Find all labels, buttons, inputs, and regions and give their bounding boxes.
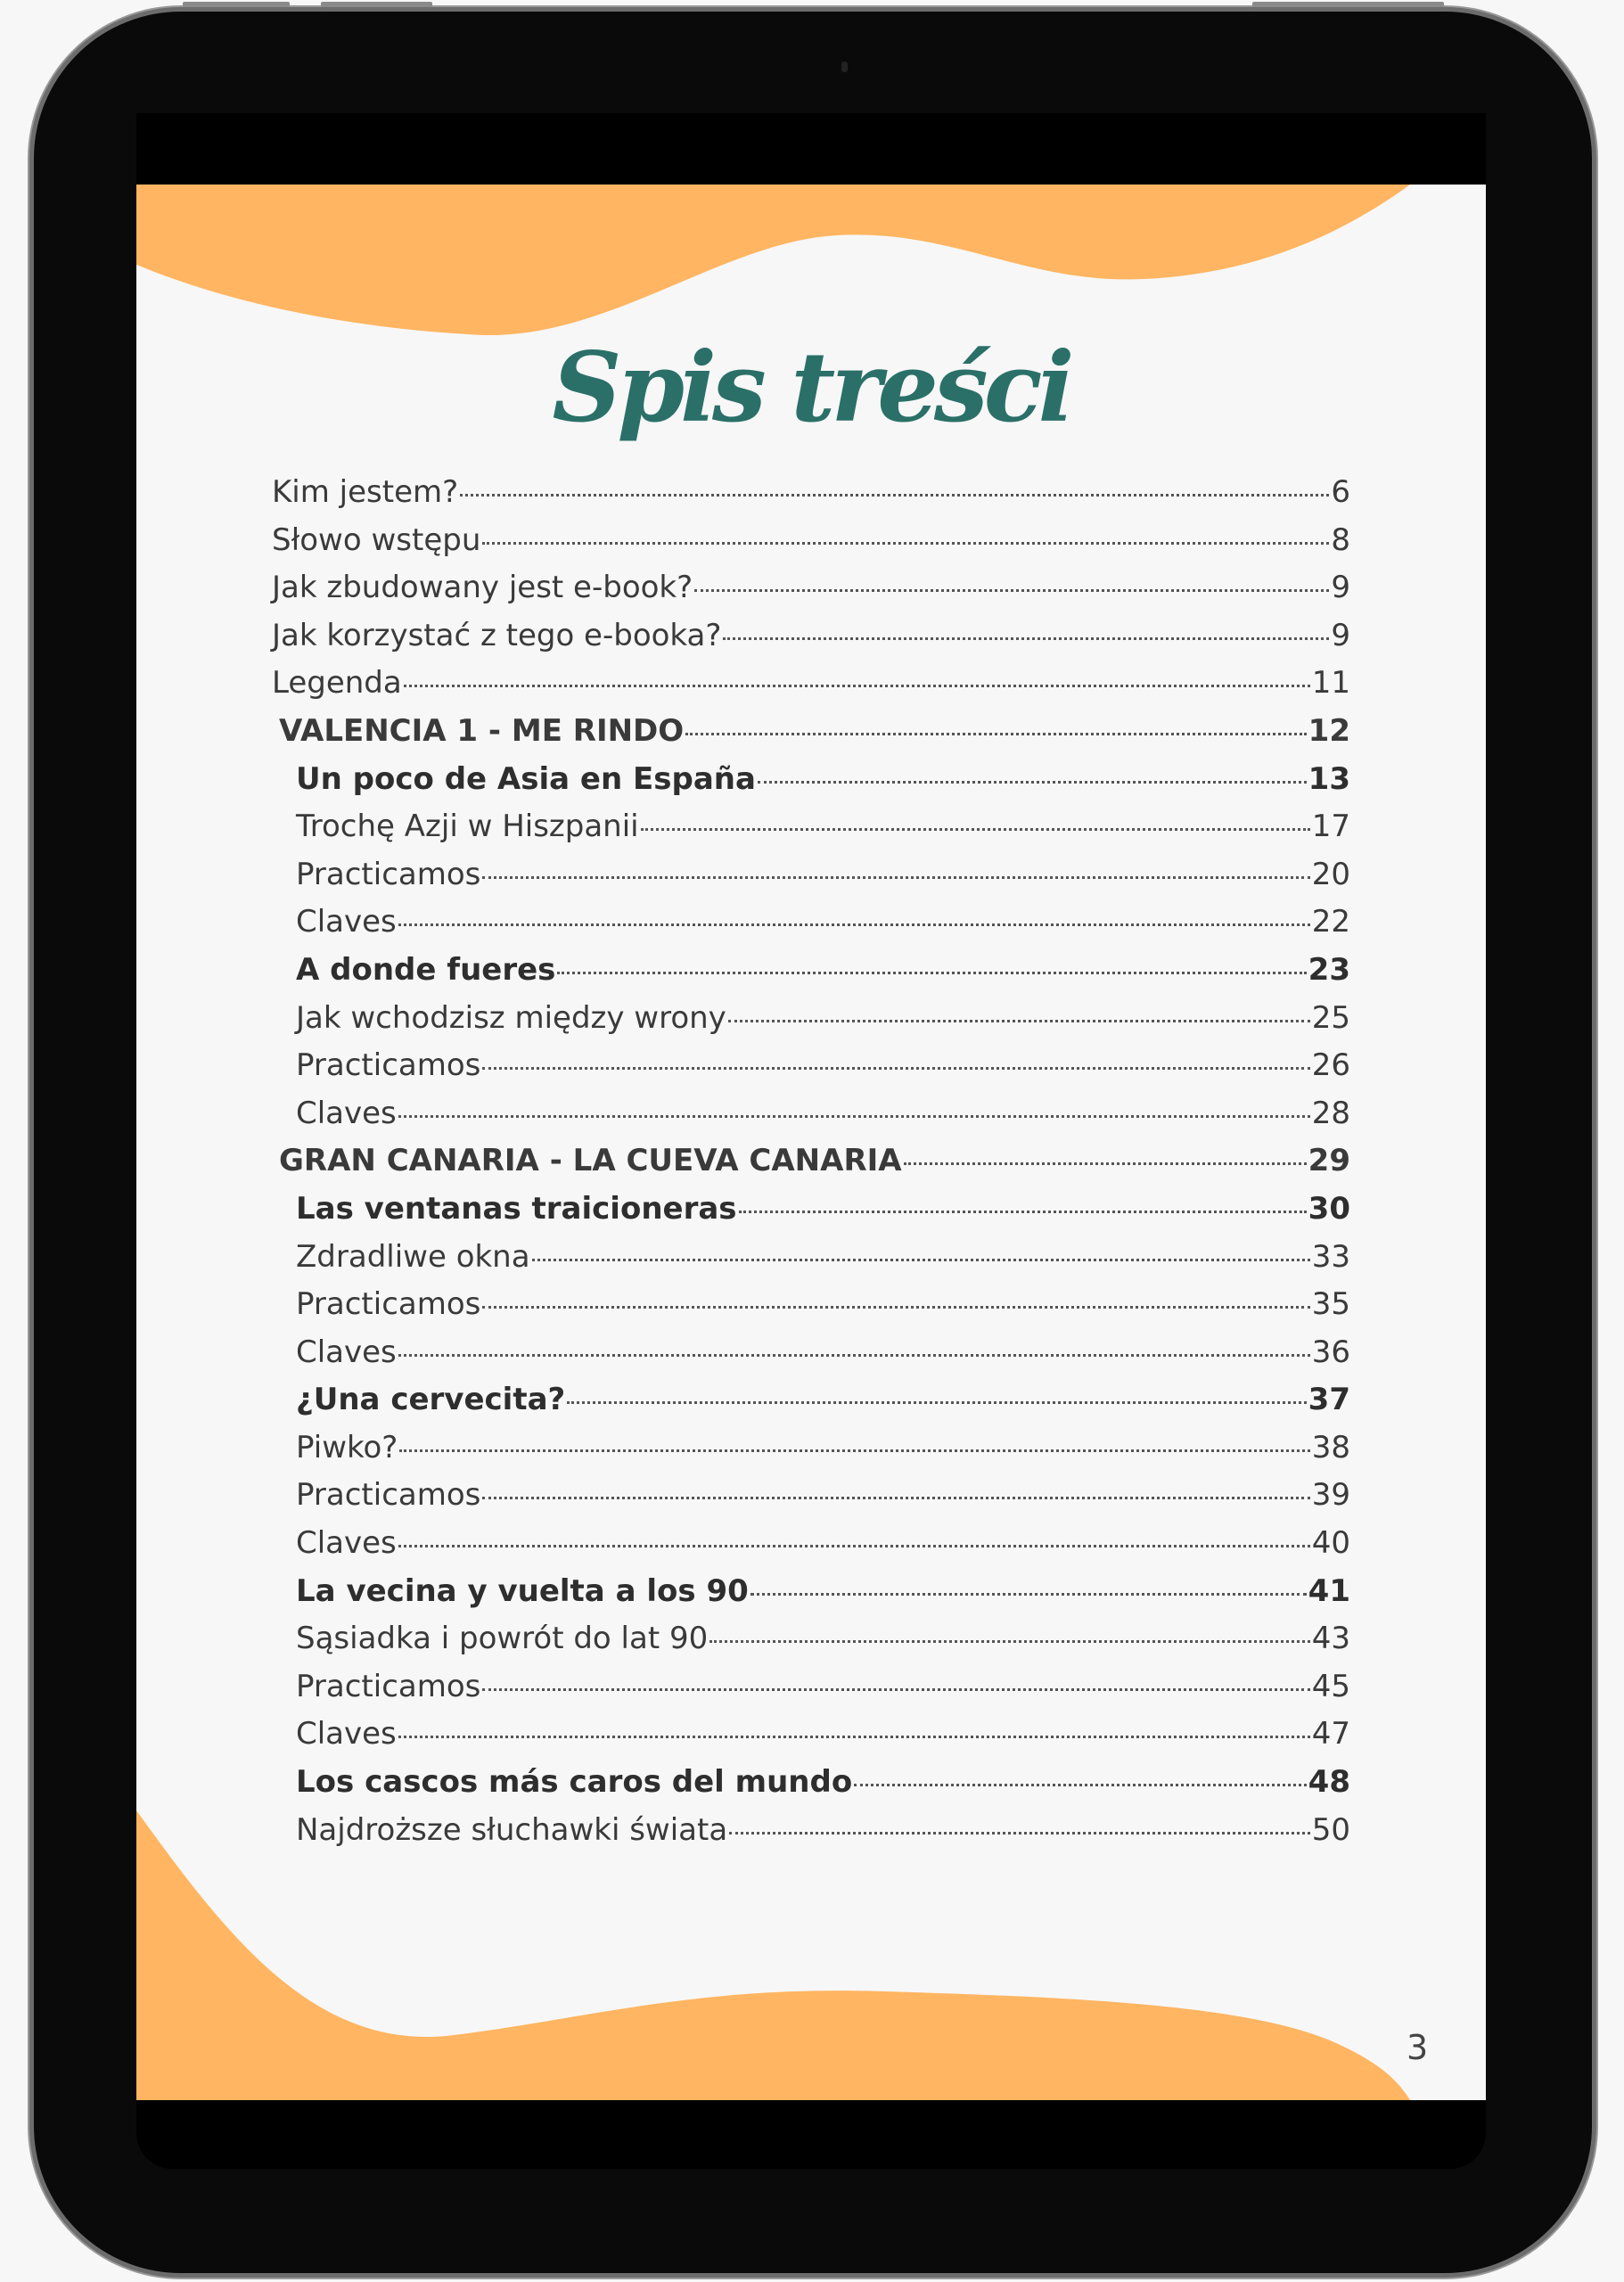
toc-entry-label: Practicamos — [296, 856, 481, 892]
toc-entry-label: Claves — [296, 904, 397, 940]
toc-entry[interactable] — [272, 1047, 1350, 1096]
toc-entry-page: 48 — [1308, 1764, 1350, 1801]
dot-leader — [460, 494, 1329, 497]
toc-entry-page: 38 — [1311, 1429, 1350, 1465]
dot-leader — [694, 589, 1329, 592]
table-of-contents — [272, 474, 1350, 1859]
dot-leader — [567, 1401, 1306, 1404]
toc-entry[interactable] — [272, 952, 1350, 1000]
toc-entry-page: 45 — [1311, 1668, 1350, 1704]
dot-leader — [398, 1545, 1310, 1547]
toc-entry-label: ¿Una cervecita? — [296, 1382, 566, 1418]
toc-entry-page: 43 — [1311, 1621, 1350, 1657]
dot-leader — [641, 828, 1310, 831]
toc-entry-page: 23 — [1308, 951, 1350, 988]
toc-entry[interactable] — [272, 761, 1350, 809]
toc-entry-label: Los cascos más caros del mundo — [296, 1764, 853, 1801]
toc-entry[interactable] — [272, 1716, 1350, 1764]
dot-leader — [398, 923, 1310, 926]
toc-entry[interactable] — [272, 1669, 1350, 1717]
toc-entry[interactable] — [272, 1621, 1350, 1669]
toc-entry-page: 37 — [1308, 1382, 1350, 1418]
top-wave — [136, 185, 1410, 335]
toc-entry-label: Practicamos — [296, 1286, 481, 1323]
toc-entry-label: Claves — [296, 1095, 397, 1131]
toc-entry-label: Jak wchodzisz między wrony — [296, 999, 726, 1036]
dot-leader — [758, 781, 1307, 784]
dot-leader — [729, 1832, 1310, 1835]
toc-entry[interactable] — [272, 1430, 1350, 1478]
dot-leader — [854, 1784, 1306, 1786]
toc-entry-page: 40 — [1311, 1525, 1350, 1562]
toc-entry-page: 9 — [1331, 617, 1350, 653]
toc-entry-label: La vecina y vuelta a los 90 — [296, 1572, 749, 1609]
toc-entry-label: Sąsiadka i powrót do lat 90 — [296, 1621, 709, 1657]
toc-entry-label: Practicamos — [296, 1047, 481, 1084]
dot-leader — [482, 1067, 1309, 1070]
toc-entry[interactable] — [272, 1143, 1350, 1191]
toc-entry-label: Zdradliwe okna — [296, 1238, 530, 1275]
toc-entry-label: Las ventanas traicioneras — [296, 1190, 737, 1227]
toc-entry-page: 25 — [1311, 999, 1350, 1036]
volume-button — [321, 2, 432, 7]
page-title: Spis treści — [552, 332, 1070, 444]
toc-entry-page: 11 — [1311, 665, 1350, 702]
dot-leader — [398, 1736, 1310, 1738]
toc-entry-label: Claves — [296, 1525, 397, 1562]
toc-entry-page: 6 — [1331, 474, 1350, 510]
dot-leader — [557, 972, 1306, 974]
dot-leader — [750, 1593, 1307, 1596]
dot-leader — [723, 637, 1329, 640]
dot-leader — [728, 1020, 1310, 1022]
dot-leader — [739, 1211, 1307, 1213]
toc-entry-label: Claves — [296, 1334, 397, 1370]
dot-leader — [904, 1162, 1307, 1165]
toc-entry[interactable] — [272, 1525, 1350, 1573]
dot-leader — [709, 1640, 1310, 1643]
toc-entry[interactable] — [272, 665, 1350, 713]
toc-entry[interactable] — [272, 1096, 1350, 1144]
toc-entry-page: 29 — [1308, 1143, 1350, 1179]
toc-entry[interactable] — [272, 713, 1350, 761]
toc-entry-page: 50 — [1311, 1811, 1350, 1848]
dot-leader — [398, 1354, 1310, 1357]
volume-button — [183, 2, 290, 7]
toc-entry[interactable] — [272, 1191, 1350, 1239]
toc-entry[interactable] — [272, 904, 1350, 952]
toc-entry[interactable] — [272, 809, 1350, 857]
power-button — [1252, 2, 1444, 7]
toc-entry-page: 13 — [1308, 760, 1350, 797]
dot-leader — [404, 685, 1310, 687]
toc-entry[interactable] — [272, 1000, 1350, 1048]
toc-entry-page: 36 — [1311, 1334, 1350, 1370]
toc-entry-label: Claves — [296, 1716, 397, 1753]
ebook-page — [136, 185, 1486, 2100]
toc-entry-label: Legenda — [272, 665, 402, 702]
toc-entry-label: Practicamos — [296, 1668, 481, 1704]
toc-entry[interactable] — [272, 1477, 1350, 1525]
toc-entry-page: 17 — [1311, 809, 1350, 845]
toc-entry-label: A donde fueres — [296, 951, 556, 988]
dot-leader — [482, 542, 1329, 545]
toc-entry-label: Kim jestem? — [272, 474, 459, 510]
toc-entry-label: Trochę Azji w Hiszpanii — [296, 809, 639, 845]
toc-entry-page: 33 — [1311, 1238, 1350, 1275]
toc-entry-label: Najdroższe słuchawki świata — [296, 1811, 728, 1848]
toc-entry-label: Jak korzystać z tego e-booka? — [272, 617, 722, 653]
toc-entry-page: 8 — [1331, 521, 1350, 558]
toc-entry[interactable] — [272, 1573, 1350, 1621]
toc-entry-page: 9 — [1331, 570, 1350, 606]
toc-entry-label: VALENCIA 1 - ME RINDO — [279, 712, 685, 749]
toc-entry[interactable] — [272, 474, 1350, 522]
toc-entry-page: 39 — [1311, 1477, 1350, 1514]
toc-entry-label: Un poco de Asia en España — [296, 760, 756, 797]
toc-entry-page: 47 — [1311, 1716, 1350, 1753]
toc-entry-label: Practicamos — [296, 1477, 481, 1514]
toc-entry[interactable] — [272, 618, 1350, 666]
dot-leader — [398, 1115, 1310, 1118]
toc-entry[interactable] — [272, 1286, 1350, 1334]
toc-entry-page: 41 — [1308, 1572, 1350, 1609]
toc-entry-page: 35 — [1311, 1286, 1350, 1323]
dot-leader — [685, 733, 1307, 735]
toc-entry-page: 22 — [1311, 904, 1350, 940]
toc-entry[interactable] — [272, 1382, 1350, 1430]
dot-leader — [482, 1688, 1309, 1691]
toc-entry-label: Piwko? — [296, 1429, 398, 1465]
page-number: 3 — [1407, 2028, 1429, 2067]
dot-leader — [399, 1449, 1309, 1452]
toc-entry-page: 30 — [1308, 1190, 1350, 1227]
camera-icon — [841, 62, 848, 72]
toc-entry[interactable] — [272, 857, 1350, 905]
toc-entry[interactable] — [272, 522, 1350, 570]
toc-entry[interactable] — [272, 570, 1350, 618]
toc-entry-label: GRAN CANARIA - LA CUEVA CANARIA — [279, 1143, 902, 1179]
toc-entry-page: 12 — [1308, 712, 1350, 749]
toc-entry[interactable] — [272, 1334, 1350, 1383]
toc-entry[interactable] — [272, 1239, 1350, 1287]
dot-leader — [482, 1306, 1309, 1309]
dot-leader — [482, 1497, 1309, 1499]
toc-entry-label: Jak zbudowany jest e-book? — [272, 570, 693, 606]
dot-leader — [482, 876, 1309, 879]
toc-entry-page: 20 — [1311, 856, 1350, 892]
dot-leader — [532, 1259, 1310, 1261]
toc-entry-page: 28 — [1311, 1095, 1350, 1131]
toc-entry-label: Słowo wstępu — [272, 521, 481, 558]
toc-entry-page: 26 — [1311, 1047, 1350, 1084]
toc-entry[interactable] — [272, 1764, 1350, 1812]
toc-entry[interactable] — [272, 1812, 1350, 1860]
